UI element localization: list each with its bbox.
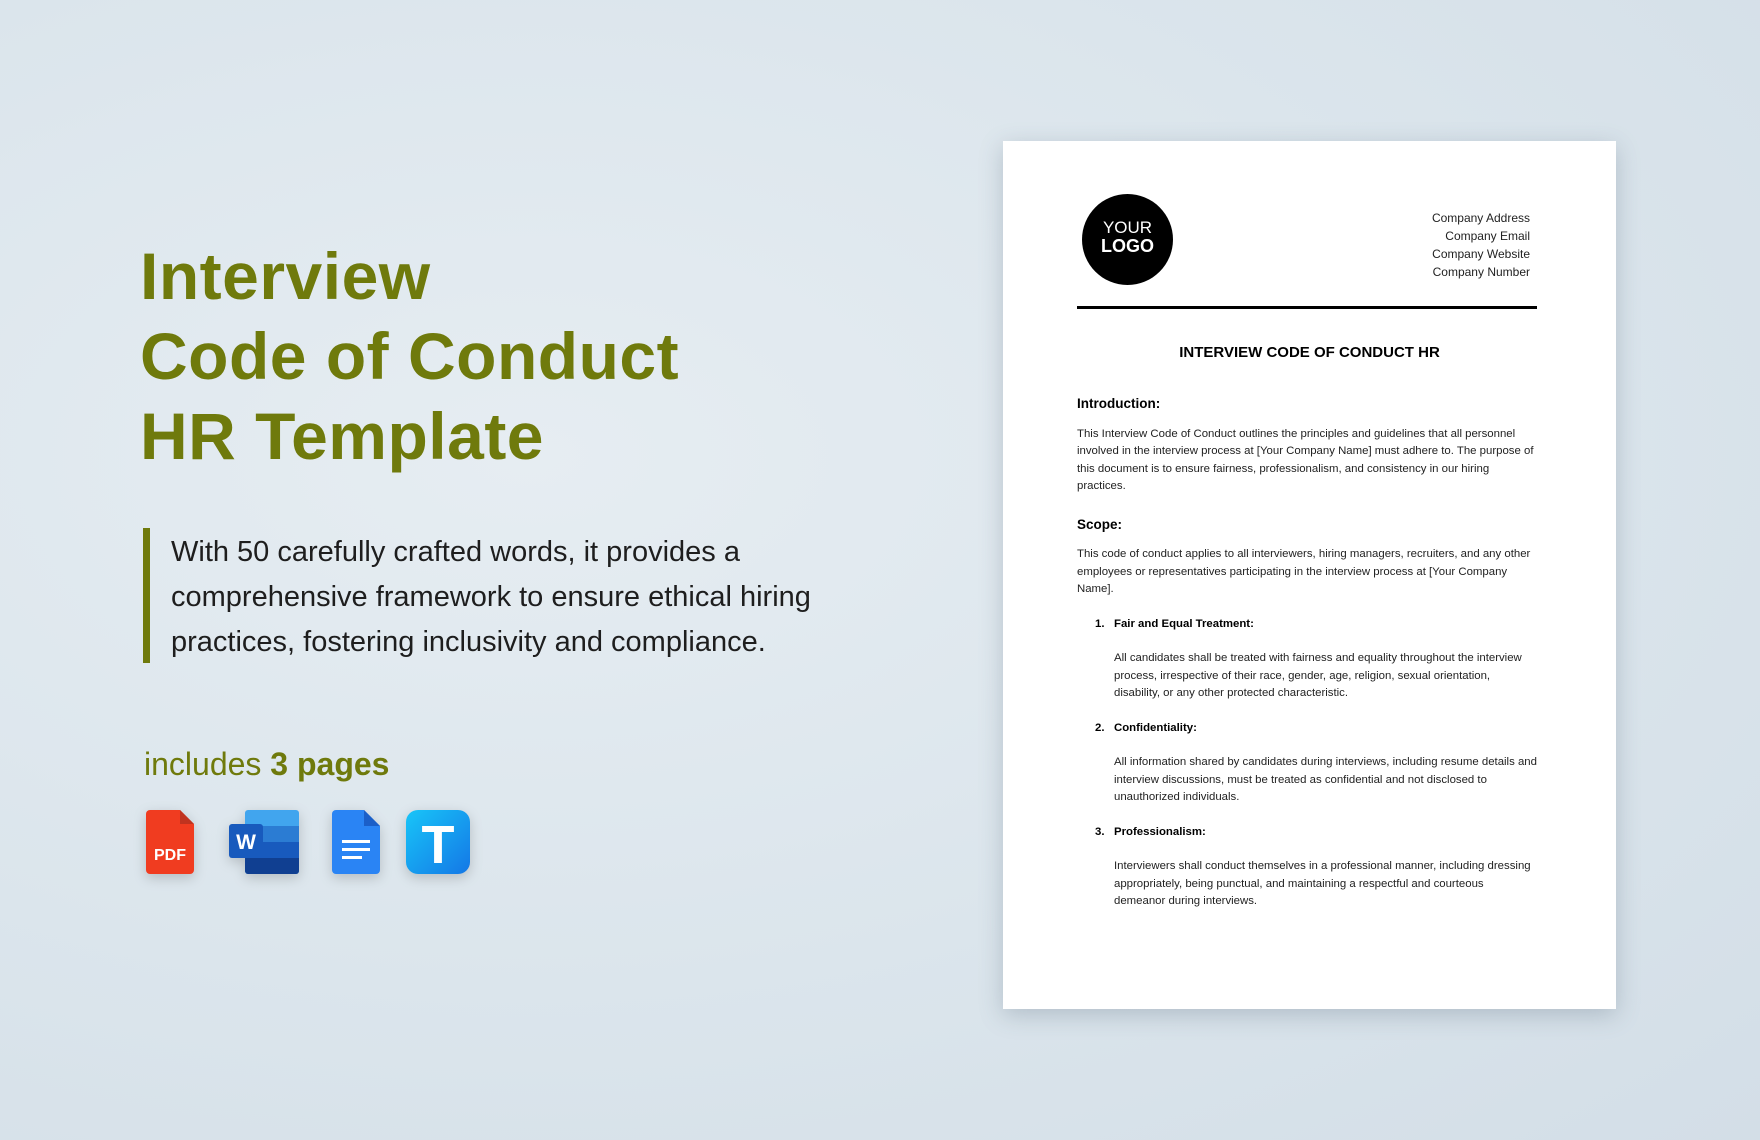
logo-placeholder [1082, 194, 1173, 285]
pages-count: 3 pages [270, 746, 390, 782]
company-info [1432, 209, 1530, 281]
company-number: Company Number [1432, 265, 1530, 279]
document-preview [1003, 141, 1616, 1009]
quote-bar [143, 528, 150, 663]
list-item-heading [1095, 824, 1537, 842]
list-item-heading [1095, 616, 1537, 634]
title-line: Interview [140, 239, 431, 313]
company-website: Company Website [1432, 247, 1530, 261]
hero-title [140, 236, 679, 476]
t-label: T [421, 815, 455, 874]
company-email: Company Email [1445, 229, 1530, 243]
document-body [1077, 395, 1537, 928]
list-item-text: Interviewers shall conduct themselves in a professional manner, including dressing appropriately, being punctual, and maintaining a respectful and courteous demeanor during interviews. [1114, 860, 1531, 907]
title-line: Code of Conduct [140, 319, 680, 393]
pdf-label: PDF [154, 847, 186, 864]
list-item-heading [1095, 720, 1537, 738]
intro-heading: Introduction: [1077, 396, 1161, 411]
item-heading: Confidentiality: [1114, 721, 1197, 734]
intro-text: This Interview Code of Conduct outlines the principles and guidelines that all personnel involved in the interview process at [Your Company Name] must adhere to. The purpose of this document is to ensure fairness, professionalism, and consistency in our hiring practices. [1077, 427, 1534, 492]
word-label: W [236, 831, 256, 854]
title-line: HR Template [140, 399, 545, 473]
company-address: Company Address [1431, 211, 1530, 225]
includes-pages [144, 746, 389, 783]
hero-description: With 50 carefully crafted words, it provides a comprehensive framework to ensure ethical hiring practices, fostering inclusivity and compliance. [171, 536, 811, 658]
pdf-icon[interactable] [146, 810, 194, 874]
google-docs-icon[interactable] [332, 810, 380, 874]
item-number: 2. [1095, 721, 1105, 734]
item-number: 1. [1095, 617, 1105, 630]
header-divider [1077, 306, 1537, 309]
item-heading: Professionalism: [1114, 825, 1206, 838]
scope-text: This code of conduct applies to all interviewers, hiring managers, recruiters, and any other employees or representatives participating in the interview process at [Your Company Name]. [1077, 548, 1531, 595]
template-t-icon[interactable] [406, 810, 470, 874]
document-title: INTERVIEW CODE OF CONDUCT HR [1179, 344, 1440, 361]
item-number: 3. [1095, 825, 1105, 838]
item-heading: Fair and Equal Treatment: [1114, 617, 1254, 630]
word-icon[interactable] [229, 810, 301, 874]
list-item-text: All information shared by candidates during interviews, including resume details and interview discussions, must be treated as confidential and not disclosed to unauthorized individuals. [1114, 756, 1537, 803]
logo-line1: YOUR [1102, 218, 1153, 237]
logo-line2: LOGO [1101, 236, 1154, 256]
includes-prefix: includes [144, 746, 262, 782]
list-item-text: All candidates shall be treated with fairness and equality throughout the interview process, irrespective of their race, gender, age, religion, sexual orientation, disability, or any other protected characteristic. [1114, 652, 1522, 699]
scope-heading: Scope: [1077, 516, 1123, 532]
